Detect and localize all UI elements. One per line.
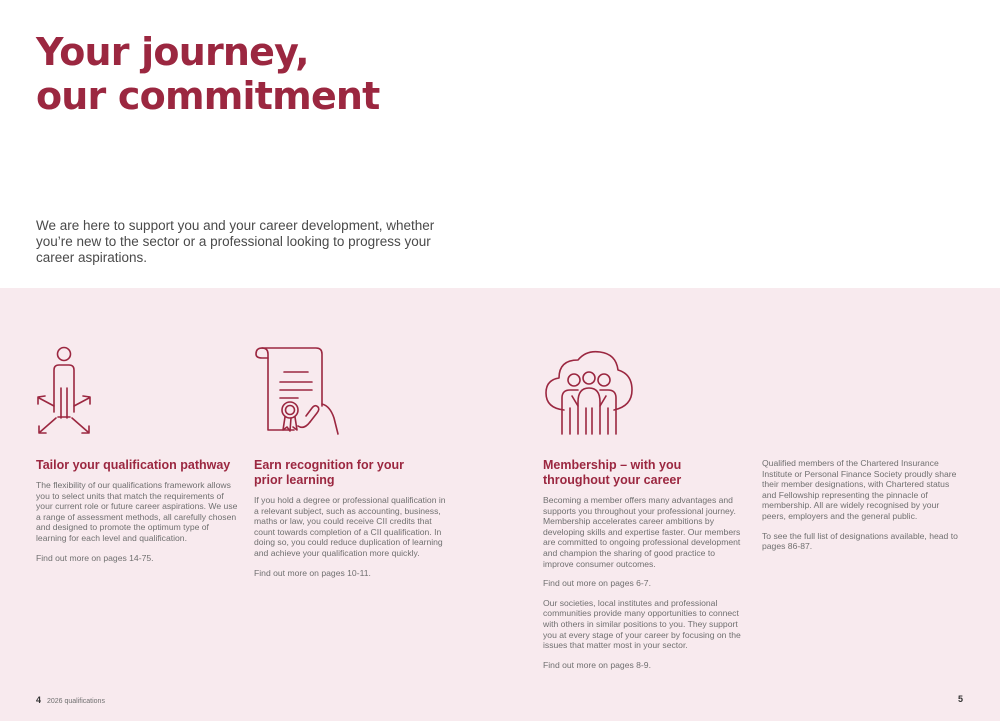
- column-body: If you hold a degree or professional qualification in a relevant subject, such as accounting, business, maths or law, you could receive CII credits that count towards completion of a CII qualification. In doing so, you could reduce duplication of learning and achieve your qualification more quickly.: [254, 495, 446, 558]
- column-membership: [543, 458, 747, 679]
- right-page-number: 5: [958, 694, 964, 704]
- title-line-2: our commitment: [36, 74, 380, 118]
- left-page-number: 4: [36, 695, 42, 705]
- column-body: Becoming a member offers many advantages and supports you throughout your professional journey. Membership accelerates career ambitions by developing skills and expertise faster. Our members are committed to ongoing professional development and champion the sharing of good practice to improve consumer outcomes.: [543, 495, 741, 569]
- column-designations: [762, 458, 964, 561]
- content-panel: [0, 288, 1000, 721]
- title-line-1: Your journey,: [36, 30, 309, 74]
- page-title: [36, 30, 380, 118]
- intro-text: We are here to support you and your career development, whether you’re new to the sector or a professional looking to progress your career aspirations.: [36, 218, 435, 265]
- column-heading: Tailor your qualification pathway: [36, 458, 231, 472]
- person-arrows-icon: [34, 344, 94, 436]
- page-reference: Find out more on pages 6-7.: [543, 578, 651, 589]
- page-reference: Find out more on pages 10-11.: [254, 567, 371, 578]
- column-body: The flexibility of our qualifications framework allows you to select units that match the requirements of your current role or future career aspirations. We use a range of assessment methods, all carefully chosen and designed to promote the optimum type of learning for each level and qualification.: [36, 480, 238, 543]
- footer-label: 2026 qualifications: [46, 698, 105, 705]
- page-reference-2: Find out more on pages 8-9.: [543, 659, 651, 670]
- page-reference: To see the full list of designations available, head to pages 86-87.: [762, 530, 958, 552]
- page-reference: Find out more on pages 14-75.: [36, 552, 154, 563]
- column-prior-learning: [254, 458, 450, 587]
- column-heading: Earn recognition for your prior learning: [254, 458, 405, 487]
- column-body-2: Our societies, local institutes and professional communities provide many opportunities to connect with others in similar positions to you. They support you at every stage of your career by focusing on the issues that matter most in your sector.: [543, 597, 741, 651]
- column-qualification-pathway: [36, 458, 240, 572]
- column-body: Qualified members of the Chartered Insurance Institute or Personal Finance Society proudly share their member designations, with Chartered status and Fellowship representing the pinnacle of membership. All are widely recognised by your peers, employers and the general public.: [762, 458, 957, 521]
- footer-left: [36, 695, 105, 705]
- column-heading: Membership – with you throughout your career: [543, 458, 682, 487]
- certificate-icon: [254, 346, 346, 436]
- header-section: [0, 0, 1000, 288]
- community-cloud-icon: [542, 348, 636, 436]
